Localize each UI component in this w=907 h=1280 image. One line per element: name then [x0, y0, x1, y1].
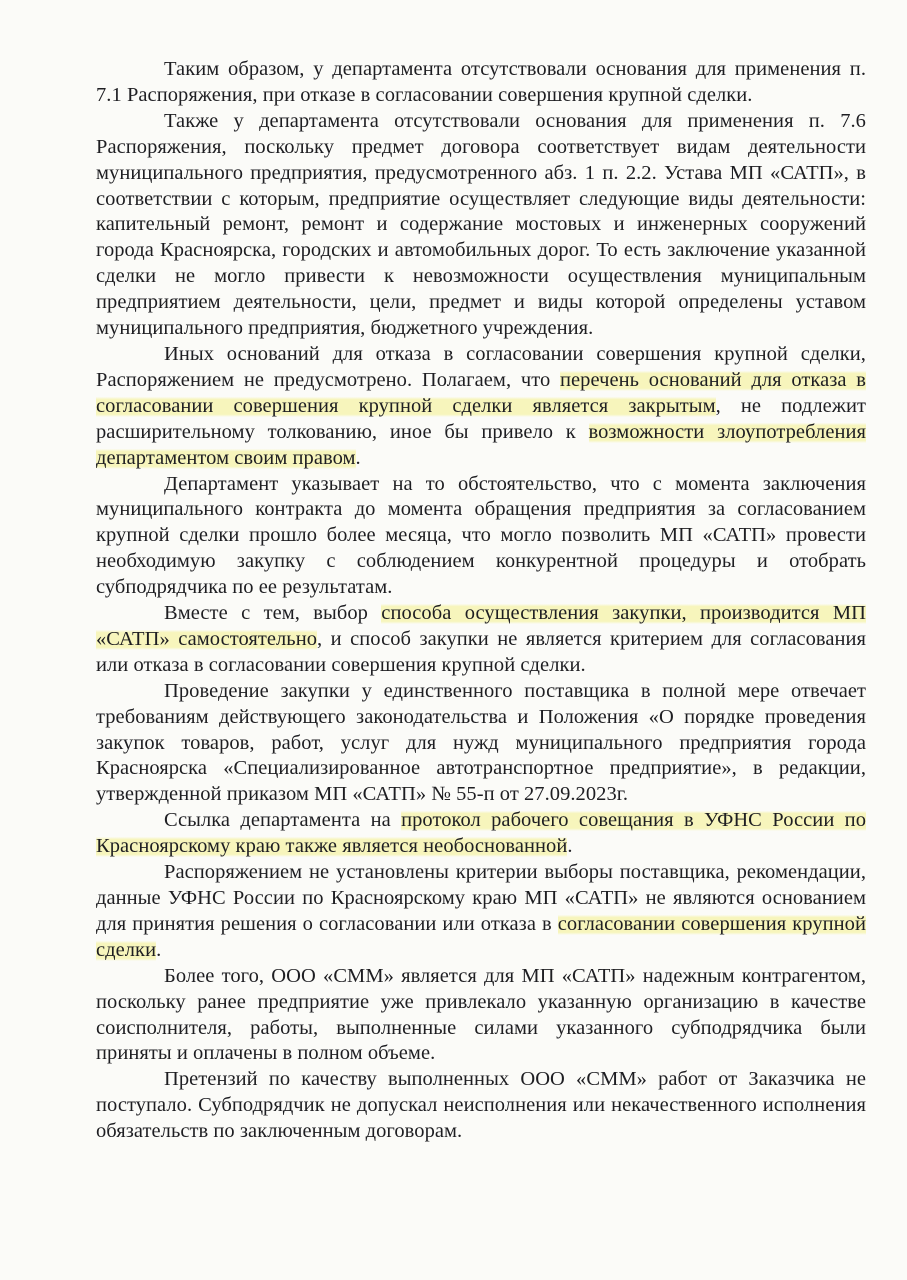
paragraph-text: Распоряжением не установлены критерии выборы поставщика, рекомендации, данные УФНС России по Красноярскому краю МП «САТП» не являются основанием для принятия решения о согласовании или отказа в [96, 861, 866, 935]
paragraph-text: . [156, 938, 162, 961]
highlighted-text: возможности злоупотребления департаментом своим правом [96, 420, 866, 469]
paragraph [96, 601, 866, 679]
paragraph-text: Более того, ООО «СММ» является для МП «САТП» надежным контрагентом, поскольку ранее предприятие уже привлекало указанную организацию в качестве соисполнителя, работы, выполненные силами указанного субподрядчика были приняты и оплачены в полном объеме. [96, 964, 866, 1065]
paragraph [96, 342, 866, 472]
highlighted-text: протокол рабочего совещания в УФНС России по Красноярскому краю также является необоснованной [96, 809, 867, 858]
paragraph [96, 57, 866, 109]
paragraph-text: Ссылка департамента на [164, 809, 402, 832]
highlighted-text: перечень оснований для отказа в согласовании совершения крупной сделки является закрытым [96, 368, 867, 417]
document-body [96, 57, 866, 1145]
paragraph-text: . [567, 835, 573, 858]
paragraph-text: Иных оснований для отказа в согласовании совершения крупной сделки, Распоряжением не предусмотрено. Полагаем, что [96, 342, 866, 391]
paragraph [96, 472, 866, 602]
paragraph [96, 964, 866, 1068]
paragraph-text: Вместе с тем, выбор [164, 602, 382, 625]
paragraph [96, 109, 866, 342]
paragraph-text: Таким образом, у департамента отсутствовали основания для применения п. 7.1 Распоряжения, при отказе в согласовании совершения крупной сделки. [96, 58, 866, 106]
paragraph-text: Также у департамента отсутствовали основания для применения п. 7.6 Распоряжения, поскольку предмет договора соответствует видам деятельности муниципального предприятия, предусмотренного абз. 1 п. 2.2. Устава МП «САТП», в соответствии с которым, предприятие осуществляет следующие виды деятельности: капительный ремонт, ремонт и содержание мостовых и инженерных сооружений города Красноярска, городских и автомобильных дорог. То есть заключение указанной сделки не могло привести к невозможности осуществления муниципальным предприятием деятельности, цели, предмет и виды которой определены уставом муниципального предприятия, бюджетного учреждения. [96, 109, 866, 340]
paragraph [96, 1067, 866, 1145]
paragraph-text: , и способ закупки не является критерием для согласования или отказа в согласовании совершения крупной сделки. [96, 627, 866, 676]
paragraph-text: . [355, 446, 361, 469]
paragraph [96, 860, 866, 964]
paragraph-text: , не подлежит расширительному толкованию, иное бы привело к [96, 394, 867, 443]
paragraph [96, 808, 866, 860]
paragraph [96, 679, 866, 809]
highlighted-text: способа осуществления закупки, производится МП «САТП» самостоятельно [96, 602, 866, 650]
highlighted-text: согласовании совершения крупной сделки [96, 912, 866, 961]
paragraph-text: Департамент указывает на то обстоятельство, что с момента заключения муниципального контракта до момента обращения предприятия за согласованием крупной сделки прошло более месяца, что могло позволить МП «САТП» провести необходимую закупку с соблюдением конкурентной процедуры и отобрать субподрядчика по ее результатам. [96, 472, 866, 599]
paragraph-text: Проведение закупки у единственного поставщика в полной мере отвечает требованиям действующего законодательства и Положения «О порядке проведения закупок товаров, работ, услуг для нужд муниципального предприятия города Красноярска «Специализированное автотранспортное предприятие», в редакции, утвержденной приказом МП «САТП» № 55-п от 27.09.2023г. [96, 679, 866, 806]
paragraph-text: Претензий по качеству выполненных ООО «СММ» работ от Заказчика не поступало. Субподрядчик не допускал неисполнения или некачественного исполнения обязательств по заключенным договорам. [96, 1068, 866, 1143]
